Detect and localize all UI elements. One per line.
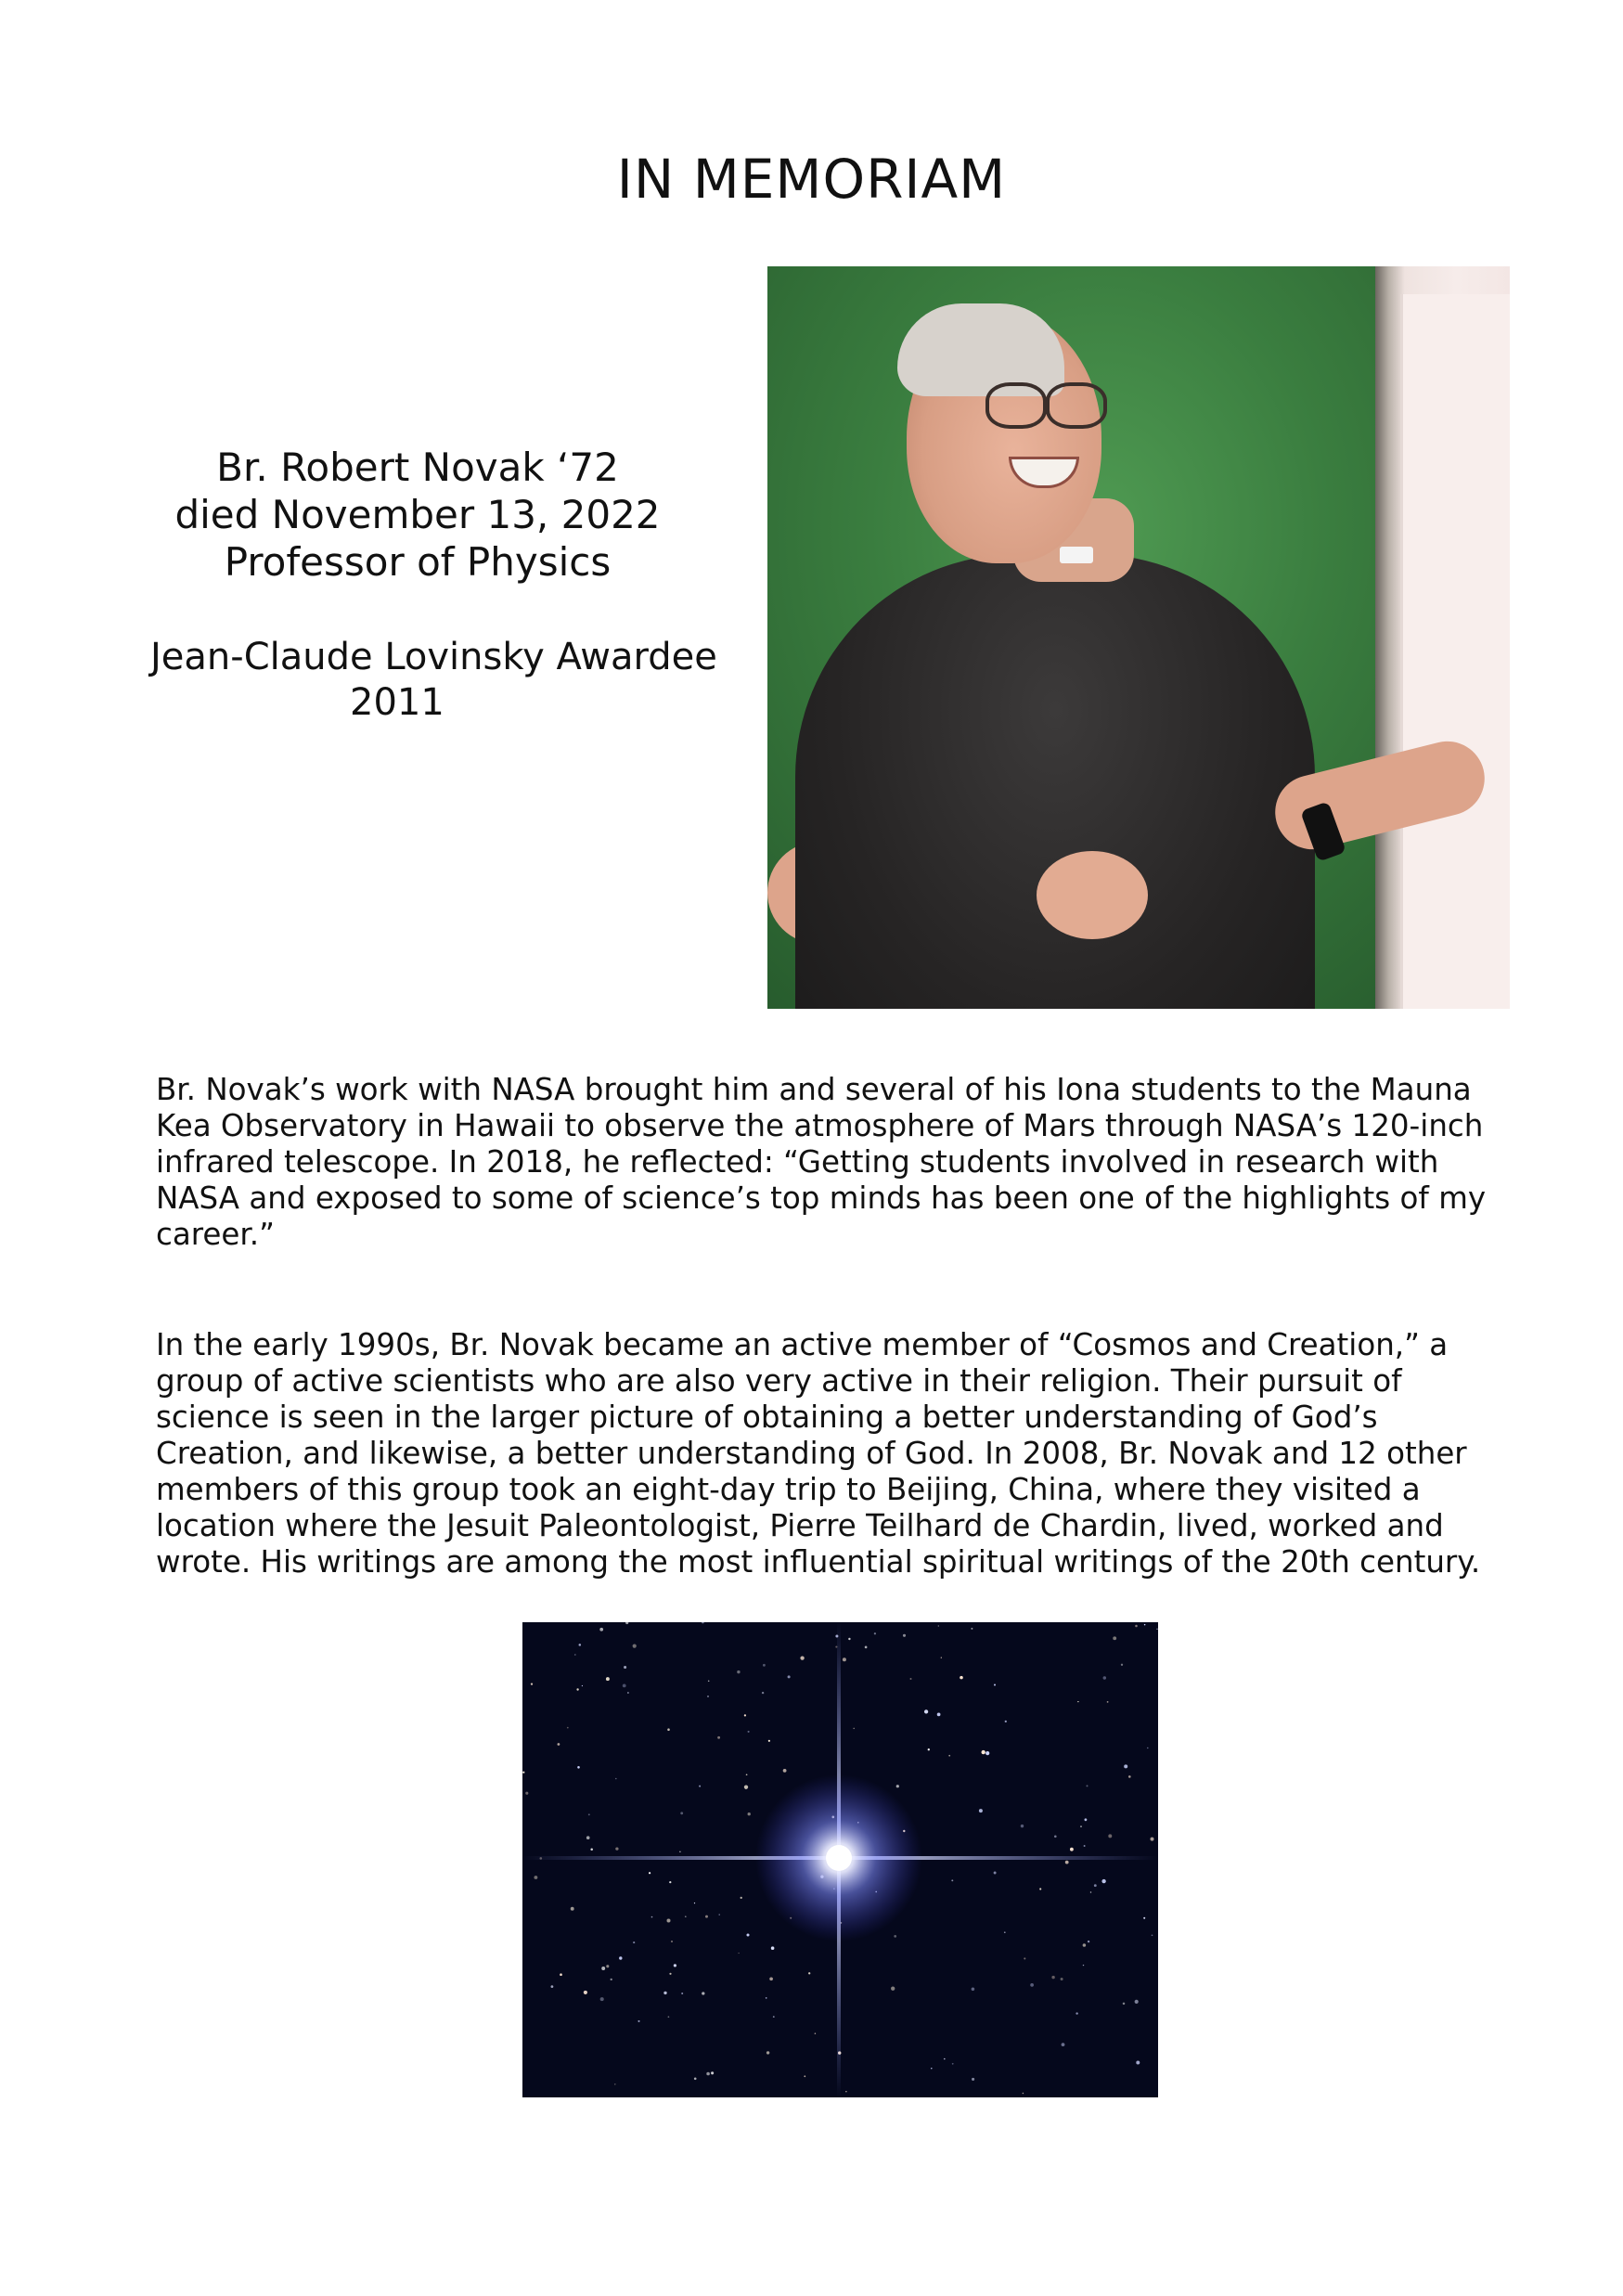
paragraph-nasa: Br. Novak’s work with NASA brought him and several of his Iona students to the Mauna Kea Observatory in Hawaii to observe the atmosphere of Mars through NASA’s 120-inch infrared telescope. In 2018, he reflected: “Getting students involved in research with NASA and exposed to some of science’s top minds has been one of the highlights of my career.” — [156, 1072, 1487, 1252]
background-star — [951, 1879, 953, 1881]
background-star — [590, 1849, 593, 1851]
background-star — [1144, 1624, 1146, 1626]
background-star — [848, 1638, 850, 1640]
background-star — [531, 1683, 533, 1684]
background-star — [960, 1676, 963, 1680]
paragraph-cosmos-creation: In the early 1990s, Br. Novak became an active member of “Cosmos and Creation,” a group of active scientists who are also very active in their religion. Their pursuit of science is seen in the larger picture of obtaining a better understanding of God’s Creation, and likewise, a better understanding of God. In 2008, Br. Novak and 12 other members of this group took an eight-day trip to Beijing, China, where they visited a location where the Jesuit Paleontologist, Pierre Teilhard de Chardin, lived, worked and wrote. His writings are among the most influential spiritual writings of the 20th century. — [156, 1327, 1481, 1580]
background-star — [1070, 1848, 1074, 1851]
background-star — [669, 1973, 671, 1975]
background-star — [1108, 1834, 1112, 1838]
star-field-graphic — [522, 1622, 1158, 2097]
background-star — [579, 1644, 582, 1646]
background-star — [808, 1972, 810, 1974]
date-of-death: died November 13, 2022 — [174, 492, 661, 537]
glasses-icon — [985, 382, 1047, 429]
background-star — [685, 1915, 687, 1917]
background-star — [896, 1785, 899, 1787]
background-star — [663, 1992, 666, 1994]
person-position: Professor of Physics — [224, 539, 612, 585]
background-star — [1051, 1976, 1054, 1979]
photo-hand — [1037, 851, 1148, 939]
background-star — [766, 1997, 767, 1999]
background-star — [1113, 1636, 1116, 1640]
background-star — [1143, 1917, 1145, 1919]
background-star — [551, 1985, 554, 1988]
background-star — [944, 2058, 946, 2060]
background-star — [1039, 1888, 1041, 1890]
background-star — [972, 1988, 975, 1992]
background-star — [1135, 2000, 1139, 2004]
background-star — [614, 2083, 615, 2084]
background-star — [599, 1628, 603, 1632]
background-star — [800, 1656, 804, 1659]
background-star — [1107, 1701, 1109, 1703]
background-star — [1061, 1978, 1063, 1980]
page-title: IN MEMORIAM — [616, 148, 1007, 211]
background-star — [1136, 2061, 1140, 2065]
background-star — [1024, 1957, 1025, 1959]
background-star — [625, 1622, 628, 1624]
background-star — [746, 1933, 749, 1936]
background-star — [1094, 1884, 1097, 1887]
background-star — [762, 1692, 764, 1694]
background-star — [891, 1987, 895, 1991]
background-star — [633, 1645, 637, 1648]
background-star — [1085, 1818, 1088, 1821]
background-star — [1080, 1825, 1081, 1826]
background-star — [706, 2072, 710, 2076]
star-field-photo — [522, 1622, 1158, 2097]
background-star — [588, 1813, 590, 1815]
background-star — [1062, 2043, 1065, 2046]
background-star — [707, 1696, 709, 1697]
background-star — [948, 1755, 950, 1757]
background-star — [567, 1727, 569, 1729]
background-star — [1135, 1625, 1138, 1628]
photo-shirt — [795, 554, 1315, 1009]
background-star — [815, 2032, 817, 2034]
background-star — [1076, 2012, 1077, 2014]
background-star — [768, 1740, 770, 1742]
background-star — [766, 2051, 769, 2054]
person-name: Br. Robert Novak ‘72 — [216, 445, 619, 490]
background-star — [909, 1678, 911, 1680]
background-star — [671, 1941, 673, 1942]
background-star — [699, 1786, 701, 1787]
background-star — [600, 1997, 604, 2001]
background-star — [601, 1967, 605, 1970]
background-star — [649, 1872, 650, 1874]
background-star — [773, 2016, 775, 2018]
background-star — [1087, 1785, 1088, 1786]
background-star — [571, 1907, 574, 1911]
background-star — [615, 1778, 617, 1780]
background-star — [769, 1977, 773, 1980]
background-star — [619, 1956, 622, 1959]
background-star — [741, 1897, 742, 1899]
background-star — [737, 1670, 740, 1673]
background-star — [668, 2016, 670, 2018]
background-star — [582, 1685, 583, 1686]
award-year: 2011 — [350, 681, 444, 724]
background-star — [1128, 1775, 1131, 1778]
background-star — [1005, 1721, 1007, 1722]
background-star — [1101, 1879, 1105, 1883]
background-star — [558, 1743, 560, 1746]
background-star — [903, 1634, 906, 1637]
photo-hair — [897, 303, 1064, 396]
background-star — [606, 1965, 609, 1967]
background-star — [666, 1918, 670, 1922]
background-star — [763, 1664, 766, 1667]
background-star — [1156, 1629, 1157, 1630]
memorial-info — [130, 444, 705, 586]
background-star — [738, 1953, 739, 1954]
background-star — [1077, 1701, 1078, 1702]
background-star — [853, 1728, 855, 1730]
background-star — [1054, 1836, 1057, 1838]
background-star — [1088, 1941, 1089, 1942]
background-star — [894, 1935, 896, 1938]
background-star — [1023, 2093, 1024, 2095]
background-star — [522, 1772, 524, 1774]
background-star — [1123, 2003, 1126, 2006]
background-star — [627, 1692, 629, 1694]
background-star — [744, 1714, 746, 1716]
background-star — [1084, 1845, 1086, 1847]
award-info — [150, 635, 754, 726]
background-star — [679, 1851, 680, 1852]
background-star — [534, 1876, 537, 1879]
glasses-icon — [1046, 382, 1107, 429]
background-star — [985, 1751, 989, 1755]
background-star — [1083, 1943, 1087, 1947]
background-star — [938, 1625, 939, 1626]
background-star — [744, 1785, 748, 1788]
background-star — [931, 2068, 932, 2069]
background-star — [1083, 1965, 1084, 1966]
background-star — [937, 1713, 941, 1717]
background-star — [982, 1750, 985, 1754]
background-star — [586, 1836, 590, 1839]
background-star — [928, 1748, 930, 1750]
background-star — [651, 1916, 653, 1918]
background-star — [717, 1736, 720, 1739]
background-star — [865, 1646, 868, 1649]
award-name: Jean-Claude Lovinsky Awardee — [150, 636, 717, 678]
background-star — [719, 1914, 720, 1915]
background-star — [748, 1812, 751, 1815]
background-star — [694, 2077, 697, 2080]
background-star — [606, 1677, 610, 1681]
background-star — [1124, 1764, 1127, 1768]
background-star — [748, 1731, 750, 1733]
bright-star-core — [826, 1845, 852, 1871]
background-star — [584, 1991, 587, 1994]
background-star — [843, 1658, 846, 1661]
background-star — [577, 1766, 580, 1769]
background-star — [788, 1675, 791, 1678]
background-star — [669, 1881, 671, 1883]
background-star — [611, 1979, 612, 1980]
background-star — [924, 1709, 928, 1713]
background-star — [994, 1683, 996, 1685]
background-star — [702, 1992, 704, 1994]
background-star — [994, 1872, 997, 1875]
background-star — [845, 2091, 846, 2092]
photo-whiteboard — [1375, 266, 1510, 1009]
background-star — [680, 1812, 683, 1814]
background-star — [681, 1993, 683, 1994]
portrait-photo — [767, 266, 1510, 1009]
background-star — [971, 1628, 973, 1630]
background-star — [711, 2071, 714, 2074]
background-star — [574, 1654, 576, 1656]
background-star — [746, 1774, 748, 1775]
background-star — [1121, 1664, 1123, 1666]
background-star — [667, 1728, 670, 1731]
background-star — [1151, 1838, 1154, 1841]
background-star — [941, 1657, 942, 1658]
background-star — [874, 1632, 876, 1634]
background-star — [783, 1769, 787, 1773]
background-star — [708, 1681, 710, 1683]
background-star — [638, 2020, 639, 2022]
background-star — [1103, 1676, 1106, 1679]
background-star — [771, 1946, 775, 1950]
background-star — [1065, 1861, 1069, 1864]
background-star — [623, 1683, 626, 1687]
background-star — [1021, 1825, 1024, 1827]
background-star — [1004, 1931, 1006, 1933]
photo-collar — [1060, 547, 1093, 563]
background-star — [705, 1915, 708, 1918]
background-star — [560, 1973, 562, 1976]
background-star — [972, 2078, 974, 2081]
background-star — [1152, 1934, 1153, 1936]
background-star — [624, 1666, 626, 1669]
background-star — [525, 1792, 528, 1795]
background-star — [674, 1964, 676, 1967]
background-star — [804, 2075, 805, 2077]
background-star — [952, 2063, 954, 2065]
background-star — [633, 1941, 635, 1943]
background-star — [615, 1847, 618, 1850]
background-star — [576, 1688, 578, 1690]
background-star — [1090, 1891, 1091, 1892]
background-star — [702, 1622, 704, 1623]
background-star — [1030, 1983, 1034, 1987]
background-star — [979, 1809, 983, 1812]
